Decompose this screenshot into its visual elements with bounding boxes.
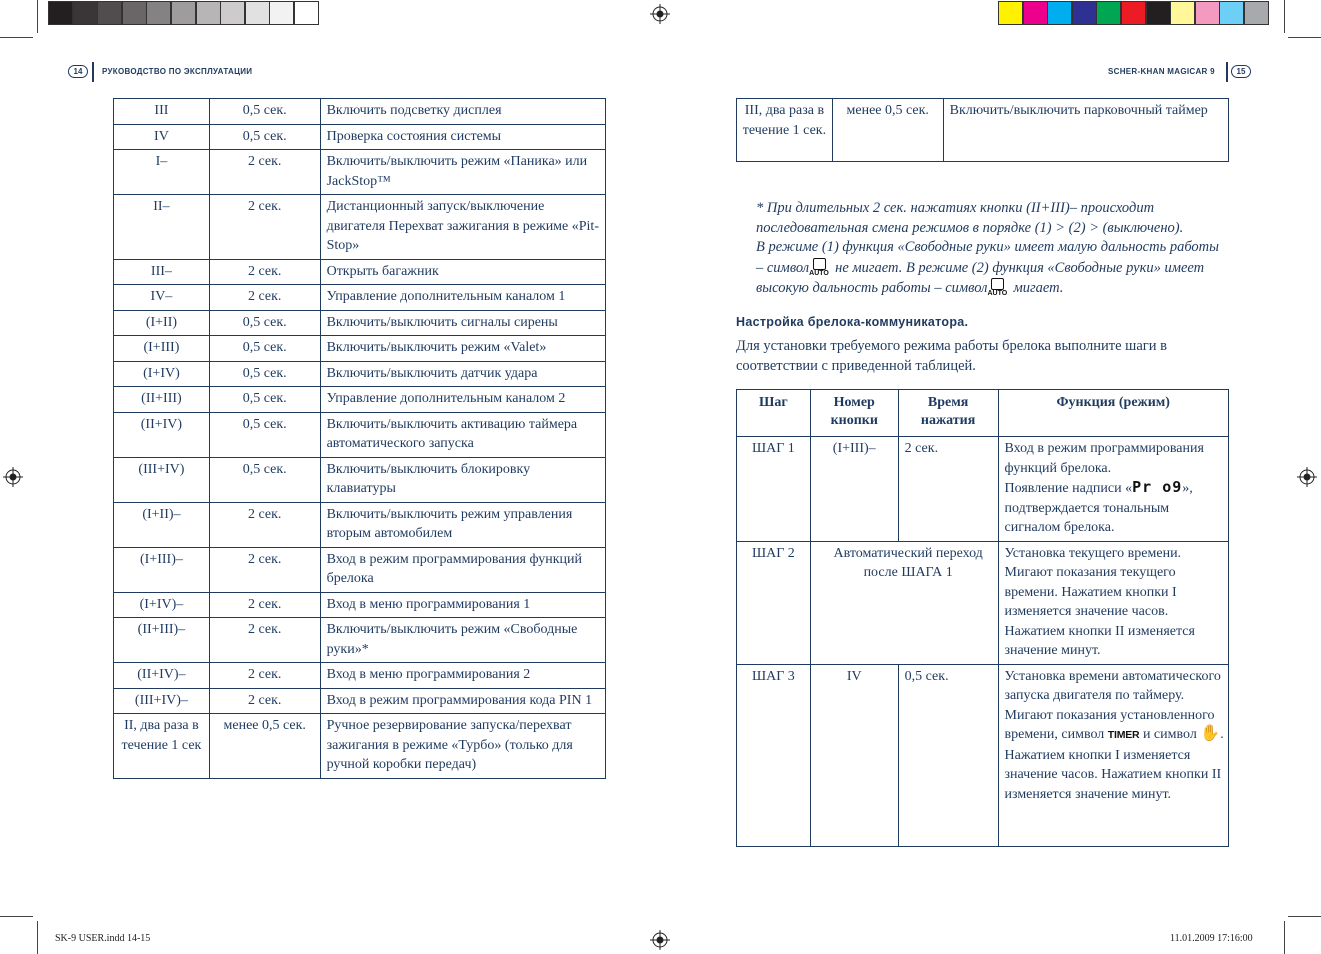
table-row	[737, 664, 1229, 846]
function-cell: Управление дополнительным каналом 2	[320, 387, 605, 413]
time-cell: 0,5 сек.	[898, 664, 998, 846]
intro-text: Для установки требуемого режима работы брелока выполните шаги в соответствии с приведенной таблицей.	[736, 338, 1167, 374]
button-cell: (I+IV)–	[114, 592, 210, 618]
gray-swatch	[73, 1, 98, 25]
step-cell: ШАГ 3	[737, 664, 811, 846]
function-cell: Включить/выключить сигналы сирены	[320, 310, 605, 336]
crop-mark	[1288, 37, 1321, 38]
button-cell: (I+III)–	[114, 547, 210, 592]
time-cell: менее 0,5 сек.	[832, 99, 943, 162]
crop-mark	[1288, 916, 1321, 917]
function-cell: Вход в режим программирования функций брелока	[320, 547, 605, 592]
gray-swatch	[294, 1, 319, 25]
table-row	[114, 618, 606, 663]
footer-file: SK-9 USER.indd 14-15	[55, 933, 151, 944]
registration-mark-icon	[1297, 467, 1317, 487]
button-cell: (I+II)	[114, 310, 210, 336]
header-divider	[92, 62, 94, 82]
time-cell: 0,5 сек.	[209, 457, 320, 502]
footnote-line2b: не мигает. В режиме (2) функция «Свободные руки» имеет высокую дальность работы – символ	[756, 259, 1205, 296]
table-row	[114, 502, 606, 547]
gray-swatch	[245, 1, 270, 25]
color-swatch	[1096, 1, 1121, 25]
time-cell: 0,5 сек.	[209, 361, 320, 387]
time-cell: 2 сек.	[209, 592, 320, 618]
function-cell: Включить/выключить режим «Valet»	[320, 336, 605, 362]
header-step: Шаг	[737, 390, 811, 437]
function-cell: Включить/выключить режим «Паника» или JackStop™	[320, 150, 605, 195]
crop-mark	[0, 916, 33, 917]
table-row	[114, 124, 606, 150]
button-cell: IV	[114, 124, 210, 150]
table-row	[114, 457, 606, 502]
time-cell: 0,5 сек.	[209, 387, 320, 413]
button-cell: III–	[114, 259, 210, 285]
crop-mark	[1284, 0, 1285, 33]
table-row	[737, 99, 1229, 162]
color-swatch	[1023, 1, 1048, 25]
table-header-row	[737, 390, 1229, 437]
button-cell: I–	[114, 150, 210, 195]
time-cell: менее 0,5 сек.	[209, 714, 320, 779]
color-swatch	[1244, 1, 1269, 25]
color-swatch	[1195, 1, 1220, 25]
time-cell: 0,5 сек.	[209, 310, 320, 336]
table-row	[114, 412, 606, 457]
table-row	[114, 150, 606, 195]
table-row	[114, 547, 606, 592]
time-cell: 2 сек.	[209, 150, 320, 195]
crop-mark	[37, 0, 38, 33]
table-row	[114, 336, 606, 362]
table-row	[114, 387, 606, 413]
footer-date: 11.01.2009 17:16:00	[1170, 933, 1253, 944]
time-cell: 2 сек.	[209, 259, 320, 285]
header-time: Время нажатия	[898, 390, 998, 437]
function-cell: Включить/выключить активацию таймера автоматического запуска	[320, 412, 605, 457]
button-cell: II–	[114, 195, 210, 260]
time-cell: 2 сек.	[209, 688, 320, 714]
color-swatch	[1219, 1, 1244, 25]
color-swatch	[1072, 1, 1097, 25]
button-cell: (II+III)	[114, 387, 210, 413]
hand-symbol-icon: ✋	[1200, 723, 1221, 742]
function-cell: Включить/выключить датчик удара	[320, 361, 605, 387]
function-cell: Дистанционный запуск/выключение двигателя Перехват зажигания в режиме «Pit-Stop»	[320, 195, 605, 260]
function-cell: Вход в режим программирования кода PIN 1	[320, 688, 605, 714]
button-cell: (II+IV)	[114, 412, 210, 457]
color-swatch	[998, 1, 1023, 25]
color-swatch	[1121, 1, 1146, 25]
button-cell: III, два раза в течение 1 сек.	[737, 99, 833, 162]
table-row	[114, 714, 606, 779]
button-cell: (I+III)–	[810, 437, 898, 542]
function-cell: Включить/выключить парковочный таймер	[943, 99, 1228, 162]
time-cell: 0,5 сек.	[209, 412, 320, 457]
function-cell: Включить/выключить блокировку клавиатуры	[320, 457, 605, 502]
button-cell: II, два раза в течение 1 сек	[114, 714, 210, 779]
header-divider	[1226, 62, 1228, 82]
gray-swatch	[269, 1, 294, 25]
prog-display-icon: Pr o9	[1132, 478, 1183, 496]
table-row	[114, 310, 606, 336]
function-cell: Включить/выключить режим «Свободные руки»*	[320, 618, 605, 663]
time-cell: 2 сек.	[209, 618, 320, 663]
table-row	[114, 195, 606, 260]
time-cell: 2 сек.	[209, 663, 320, 689]
section-title: Настройка брелока-коммуникатора.	[736, 315, 969, 329]
gray-swatch	[220, 1, 245, 25]
time-cell: 0,5 сек.	[209, 124, 320, 150]
crop-mark	[1284, 921, 1285, 954]
function-cell: Установка времени автоматического запуска двигателя по таймеру. Мигают показания установленного времени, символ TIMER и символ ✋. Нажатием кнопки I изменяется значение часов. Нажатием кнопки II изменяется значение минут.	[998, 664, 1229, 846]
table-row	[114, 259, 606, 285]
function-cell: Управление дополнительным каналом 1	[320, 285, 605, 311]
header-button: Номер кнопки	[810, 390, 898, 437]
button-cell: (III+IV)	[114, 457, 210, 502]
footnote-line1: * При длительных 2 сек. нажатиях кнопки (II+III)– происходит последовательная смена режимов в порядке (1) > (2) > (выключено).	[756, 200, 1184, 236]
table-row	[114, 99, 606, 125]
crop-mark	[0, 37, 33, 38]
footnote	[756, 199, 1226, 299]
crop-mark	[37, 921, 38, 954]
button-cell: IV	[810, 664, 898, 846]
gray-swatch	[171, 1, 196, 25]
function-cell: Включить/выключить режим управления вторым автомобилем	[320, 502, 605, 547]
timer-symbol-icon: TIMER	[1107, 729, 1140, 741]
button-cell: (I+IV)	[114, 361, 210, 387]
step-cell: ШАГ 2	[737, 541, 811, 664]
function-cell: Вход в режим программирования функций брелока. Появление надписи «Pr o9», подтверждается тональным сигналом брелока.	[998, 437, 1229, 542]
auto-symbol-icon: AUTO	[811, 258, 831, 274]
header-title-left: РУКОВОДСТВО ПО ЭКСПЛУАТАЦИИ	[102, 67, 253, 76]
button-cell: IV–	[114, 285, 210, 311]
table-row	[737, 541, 1229, 664]
button-cell: Автоматический переход после ШАГА 1	[810, 541, 998, 664]
table-row	[737, 437, 1229, 542]
function-cell: Вход в меню программирования 2	[320, 663, 605, 689]
button-cell: (II+IV)–	[114, 663, 210, 689]
function-cell: Включить подсветку дисплея	[320, 99, 605, 125]
page-number-right: 15	[1231, 65, 1251, 78]
footnote-line2c: мигает.	[1013, 280, 1064, 296]
table-row	[114, 285, 606, 311]
time-cell: 0,5 сек.	[209, 99, 320, 125]
header-title-right: SCHER-KHAN MAGICAR 9	[1108, 67, 1215, 76]
function-cell: Установка текущего времени. Мигают показания текущего времени. Нажатием кнопки I изменяется значение часов. Нажатием кнопки II изменяется значение минут.	[998, 541, 1229, 664]
time-cell: 0,5 сек.	[209, 336, 320, 362]
gray-swatch	[196, 1, 221, 25]
header-function: Функция (режим)	[998, 390, 1229, 437]
table-row	[114, 663, 606, 689]
registration-mark-icon	[3, 467, 23, 487]
gray-swatch	[48, 1, 73, 25]
function-cell: Проверка состояния системы	[320, 124, 605, 150]
gray-swatch	[97, 1, 122, 25]
step-cell: ШАГ 1	[737, 437, 811, 542]
registration-mark-icon	[650, 4, 670, 24]
time-cell: 2 сек.	[898, 437, 998, 542]
button-cell: (I+III)	[114, 336, 210, 362]
function-cell: Вход в меню программирования 1	[320, 592, 605, 618]
button-cell: (I+II)–	[114, 502, 210, 547]
function-cell: Открыть багажник	[320, 259, 605, 285]
steps-table	[736, 389, 1229, 847]
gray-swatch	[122, 1, 147, 25]
footnote-line2a: В режиме (1) функция «Свободные руки» имеет малую дальность работы – символ	[756, 239, 1219, 276]
auto-symbol-icon: AUTO	[989, 278, 1009, 294]
time-cell: 2 сек.	[209, 502, 320, 547]
function-cell: Ручное резервирование запуска/перехват зажигания в режиме «Турбо» (только для ручной коробки передач)	[320, 714, 605, 779]
table-row	[114, 361, 606, 387]
button-cell: III	[114, 99, 210, 125]
table-row	[114, 592, 606, 618]
registration-mark-icon	[650, 930, 670, 950]
button-cell: (II+III)–	[114, 618, 210, 663]
color-swatch	[1047, 1, 1072, 25]
table-row	[114, 688, 606, 714]
color-swatch	[1170, 1, 1195, 25]
time-cell: 2 сек.	[209, 547, 320, 592]
button-functions-table	[113, 98, 606, 779]
color-swatch	[1146, 1, 1171, 25]
page-number-left: 14	[68, 65, 88, 78]
time-cell: 2 сек.	[209, 285, 320, 311]
time-cell: 2 сек.	[209, 195, 320, 260]
button-functions-table-continued	[736, 98, 1229, 162]
gray-swatch	[146, 1, 171, 25]
button-cell: (III+IV)–	[114, 688, 210, 714]
